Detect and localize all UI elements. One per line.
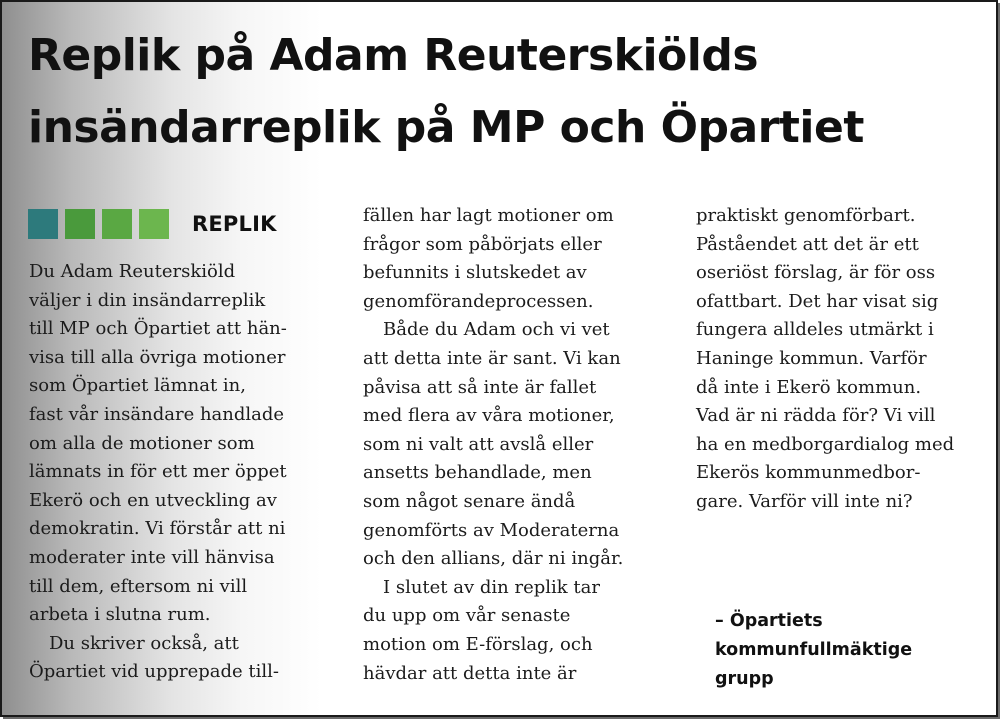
body-line: ha en medborgardialog med: [696, 433, 955, 455]
body-line: demokratin. Vi förstår att ni: [29, 518, 286, 540]
headline-line-1: Replik på Adam Reuterskiölds: [28, 30, 759, 81]
body-line: Påståendet att det är ett: [696, 233, 919, 255]
kicker-square-4: [139, 209, 169, 239]
body-line: befunnits i slutskedet av: [363, 262, 587, 284]
body-line: hävdar att detta inte är: [363, 662, 577, 684]
body-line: ofattbart. Det har visat sig: [696, 290, 939, 312]
kicker-square-1: [28, 209, 58, 239]
body-line: frågor som påbörjats eller: [363, 233, 602, 255]
body-line: Öpartiet vid upprepade till-: [29, 661, 280, 683]
body-line: lämnats in för ett mer öppet: [29, 461, 287, 483]
body-line: Ekerö och en utveckling av: [29, 489, 277, 511]
body-line: genomförts av Moderaterna: [363, 519, 620, 541]
body-line: Både du Adam och vi vet: [383, 319, 610, 341]
body-line: med flera av våra motioner,: [363, 405, 615, 427]
body-column-2: [363, 202, 668, 688]
body-line: att detta inte är sant. Vi kan: [363, 347, 621, 369]
body-line: gare. Varför vill inte ni?: [696, 490, 913, 512]
body-line: oseriöst förslag, är för oss: [696, 262, 936, 284]
article-headline: [28, 20, 978, 164]
body-line: du upp om vår senaste: [363, 605, 571, 627]
body-line: moderater inte vill hänvisa: [29, 546, 275, 568]
body-line: ansetts behandlade, men: [363, 462, 592, 484]
body-line: om alla de motioner som: [29, 432, 255, 454]
signature-line-3: grupp: [715, 669, 774, 689]
body-line: fungera alldeles utmärkt i: [696, 319, 934, 341]
body-line: och den allians, där ni ingår.: [363, 548, 624, 570]
body-line: då inte i Ekerö kommun.: [696, 376, 922, 398]
body-line: Vad är ni rädda för? Vi vill: [696, 405, 936, 427]
body-line: fast vår insändare handlade: [29, 403, 285, 425]
body-line: fällen har lagt motioner om: [363, 205, 614, 226]
body-line: till MP och Öpartiet att hän-: [29, 318, 287, 340]
body-line: Ekerös kommunmedbor-: [696, 462, 921, 484]
body-column-1: [29, 258, 329, 687]
section-kicker: [28, 208, 277, 240]
signature-line-1: – Öpartiets: [715, 611, 823, 631]
kicker-square-2: [65, 209, 95, 239]
body-line: praktiskt genomförbart.: [696, 205, 916, 226]
body-line: som något senare ändå: [363, 490, 576, 512]
body-line: Du skriver också, att: [49, 632, 239, 654]
kicker-label: REPLIK: [192, 212, 277, 236]
body-line: genomförandeprocessen.: [363, 290, 594, 312]
body-column-3: [696, 202, 986, 517]
body-line: som Öpartiet lämnat in,: [29, 375, 246, 397]
body-line: Haninge kommun. Varför: [696, 347, 927, 369]
author-signature: [715, 607, 912, 694]
body-line: påvisa att så inte är fallet: [363, 376, 597, 398]
body-line: till dem, eftersom ni vill: [29, 575, 248, 597]
body-line: Du Adam Reuterskiöld: [29, 261, 236, 282]
body-line: som ni valt att avslå eller: [363, 433, 594, 455]
body-line: visa till alla övriga motioner: [29, 346, 286, 368]
body-line: I slutet av din replik tar: [383, 576, 600, 598]
body-line: väljer i din insändarreplik: [29, 289, 266, 311]
body-line: motion om E-förslag, och: [363, 633, 593, 655]
body-line: arbeta i slutna rum.: [29, 604, 211, 626]
kicker-square-3: [102, 209, 132, 239]
headline-line-2: insändarreplik på MP och Öpartiet: [28, 102, 864, 153]
signature-line-2: kommunfullmäktige: [715, 640, 913, 660]
